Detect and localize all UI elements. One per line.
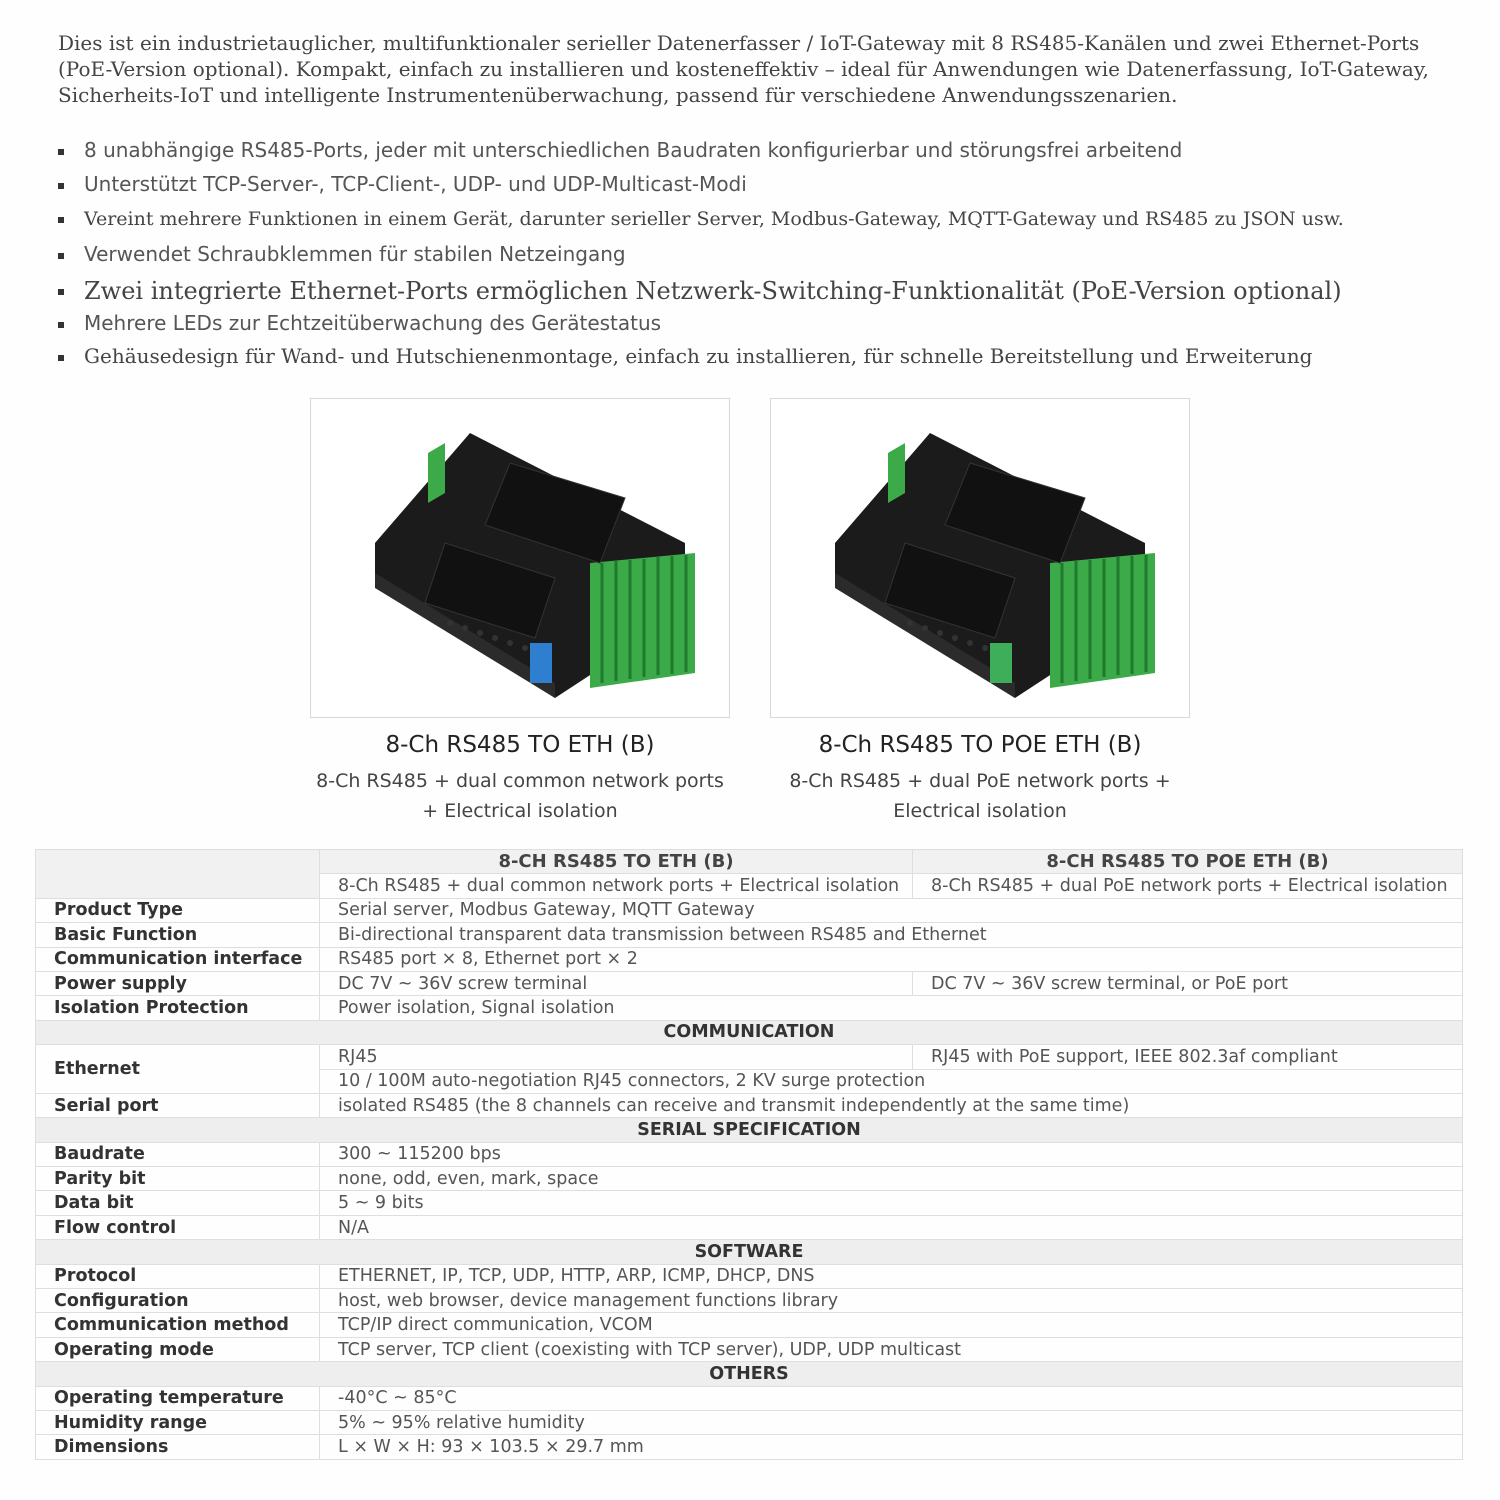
column-subheader: 8-Ch RS485 + dual PoE network ports + Electrical isolation bbox=[913, 874, 1463, 898]
section-row bbox=[36, 1118, 1463, 1142]
row-label: Data bit bbox=[36, 1191, 320, 1215]
row-label: Power supply bbox=[36, 971, 320, 995]
feature-text: Vereint mehrere Funktionen in einem Gerät, darunter serieller Server, Modbus-Gateway, MQTT-Gateway und RS485 zu JSON usw. bbox=[84, 208, 1344, 230]
table-row bbox=[36, 898, 1463, 922]
section-row bbox=[36, 1362, 1463, 1386]
feature-item bbox=[58, 344, 1488, 368]
product-title: 8-Ch RS485 TO ETH (B) bbox=[385, 732, 655, 758]
feature-text: Gehäusedesign für Wand- und Hutschienenmontage, einfach zu installieren, für schnelle Bereitstellung und Erweiterung bbox=[84, 344, 1313, 368]
section-title: SERIAL SPECIFICATION bbox=[36, 1118, 1463, 1142]
table-row bbox=[36, 1264, 1463, 1288]
product-card-eth bbox=[310, 398, 730, 826]
row-label: Baudrate bbox=[36, 1142, 320, 1166]
column-subheader: 8-Ch RS485 + dual common network ports + Electrical isolation bbox=[320, 874, 913, 898]
bullet-icon bbox=[58, 183, 64, 189]
column-header: 8-CH RS485 TO ETH (B) bbox=[320, 850, 913, 874]
row-value: TCP/IP direct communication, VCOM bbox=[320, 1313, 1463, 1337]
device-image bbox=[340, 413, 700, 703]
table-row bbox=[36, 996, 1463, 1020]
product-subtitle: 8-Ch RS485 + dual PoE network ports + bbox=[789, 770, 1171, 792]
row-value: DC 7V ~ 36V screw terminal, or PoE port bbox=[913, 971, 1463, 995]
feature-item bbox=[58, 138, 1488, 162]
row-value: TCP server, TCP client (coexisting with TCP server), UDP, UDP multicast bbox=[320, 1337, 1463, 1361]
row-label: Flow control bbox=[36, 1215, 320, 1239]
feature-text: Zwei integrierte Ethernet-Ports ermöglichen Netzwerk-Switching-Funktionalität (PoE-Version optional) bbox=[84, 277, 1342, 305]
row-label: Product Type bbox=[36, 898, 320, 922]
section-title: OTHERS bbox=[36, 1362, 1463, 1386]
row-value: isolated RS485 (the 8 channels can receive and transmit independently at the same time) bbox=[320, 1093, 1463, 1117]
feature-text: 8 unabhängige RS485-Ports, jeder mit unterschiedlichen Baudraten konfigurierbar und störungsfrei arbeitend bbox=[84, 138, 1183, 162]
row-label: Humidity range bbox=[36, 1410, 320, 1434]
product-image-frame bbox=[310, 398, 730, 718]
table-row bbox=[36, 1313, 1463, 1337]
row-value: DC 7V ~ 36V screw terminal bbox=[320, 971, 913, 995]
table-row bbox=[36, 971, 1463, 995]
feature-text: Mehrere LEDs zur Echtzeitüberwachung des Gerätestatus bbox=[84, 311, 662, 335]
row-value: 10 / 100M auto-negotiation RJ45 connectors, 2 KV surge protection bbox=[320, 1069, 1463, 1093]
table-row bbox=[36, 1215, 1463, 1239]
row-value: RJ45 bbox=[320, 1045, 913, 1069]
row-label: Operating mode bbox=[36, 1337, 320, 1361]
table-row bbox=[36, 1191, 1463, 1215]
bullet-icon bbox=[58, 289, 64, 295]
row-label: Ethernet bbox=[36, 1045, 320, 1094]
spec-table bbox=[35, 849, 1463, 1460]
bullet-icon bbox=[58, 253, 64, 259]
bullet-icon bbox=[58, 322, 64, 328]
product-subtitle: + Electrical isolation bbox=[422, 800, 618, 822]
row-value: RJ45 with PoE support, IEEE 802.3af compliant bbox=[913, 1045, 1463, 1069]
row-label: Communication method bbox=[36, 1313, 320, 1337]
row-label: Operating temperature bbox=[36, 1386, 320, 1410]
table-row bbox=[36, 1045, 1463, 1069]
feature-item bbox=[58, 311, 1488, 335]
row-label: Configuration bbox=[36, 1289, 320, 1313]
feature-item bbox=[58, 172, 1488, 196]
table-row bbox=[36, 923, 1463, 947]
product-subtitle: Electrical isolation bbox=[893, 800, 1067, 822]
section-row bbox=[36, 1020, 1463, 1044]
feature-item bbox=[58, 206, 1488, 230]
row-value: 5 ~ 9 bits bbox=[320, 1191, 1463, 1215]
row-value: host, web browser, device management functions library bbox=[320, 1289, 1463, 1313]
table-row bbox=[36, 1142, 1463, 1166]
row-label: Isolation Protection bbox=[36, 996, 320, 1020]
feature-item bbox=[58, 242, 1488, 266]
feature-text: Verwendet Schraubklemmen für stabilen Netzeingang bbox=[84, 242, 626, 266]
table-header-row bbox=[36, 850, 1463, 874]
table-row bbox=[36, 1435, 1463, 1459]
device-image bbox=[800, 413, 1160, 703]
row-value: Bi-directional transparent data transmission between RS485 and Ethernet bbox=[320, 923, 1463, 947]
row-value: Serial server, Modbus Gateway, MQTT Gateway bbox=[320, 898, 1463, 922]
row-label: Serial port bbox=[36, 1093, 320, 1117]
product-subtitle: 8-Ch RS485 + dual common network ports bbox=[316, 770, 724, 792]
intro-paragraph: Dies ist ein industrietauglicher, multifunktionaler serieller Datenerfasser / IoT-Gateway mit 8 RS485-Kanälen und zwei Ethernet-Ports (PoE-Version optional). Kompakt, einfach zu installieren und kosteneffektiv – ideal für Anwendungen wie Datenerfassung, IoT-Gateway, Sicherheits-IoT und intelligente Instrumentenüberwachung, passend für verschiedene Anwendungsszenarien. bbox=[58, 31, 1429, 107]
table-row bbox=[36, 947, 1463, 971]
row-label: Parity bit bbox=[36, 1167, 320, 1191]
table-row bbox=[36, 1410, 1463, 1434]
row-value: RS485 port × 8, Ethernet port × 2 bbox=[320, 947, 1463, 971]
row-value: N/A bbox=[320, 1215, 1463, 1239]
row-label: Protocol bbox=[36, 1264, 320, 1288]
bullet-icon bbox=[58, 355, 64, 361]
section-title: SOFTWARE bbox=[36, 1240, 1463, 1264]
row-value: none, odd, even, mark, space bbox=[320, 1167, 1463, 1191]
table-row bbox=[36, 1386, 1463, 1410]
table-row bbox=[36, 1167, 1463, 1191]
row-value: ETHERNET, IP, TCP, UDP, HTTP, ARP, ICMP, DHCP, DNS bbox=[320, 1264, 1463, 1288]
row-value: 300 ~ 115200 bps bbox=[320, 1142, 1463, 1166]
row-label: Communication interface bbox=[36, 947, 320, 971]
row-value: -40°C ~ 85°C bbox=[320, 1386, 1463, 1410]
column-header: 8-CH RS485 TO POE ETH (B) bbox=[913, 850, 1463, 874]
product-title: 8-Ch RS485 TO POE ETH (B) bbox=[818, 732, 1142, 758]
row-value: L × W × H: 93 × 103.5 × 29.7 mm bbox=[320, 1435, 1463, 1459]
product-card-poe bbox=[770, 398, 1190, 826]
section-title: COMMUNICATION bbox=[36, 1020, 1463, 1044]
row-label: Dimensions bbox=[36, 1435, 320, 1459]
bullet-icon bbox=[58, 217, 64, 223]
row-value: 5% ~ 95% relative humidity bbox=[320, 1410, 1463, 1434]
table-row bbox=[36, 1337, 1463, 1361]
bullet-icon bbox=[58, 149, 64, 155]
row-value: Power isolation, Signal isolation bbox=[320, 996, 1463, 1020]
feature-text: Unterstützt TCP-Server-, TCP-Client-, UDP- und UDP-Multicast-Modi bbox=[84, 172, 747, 196]
row-label: Basic Function bbox=[36, 923, 320, 947]
table-row bbox=[36, 1289, 1463, 1313]
section-row bbox=[36, 1240, 1463, 1264]
table-row bbox=[36, 1093, 1463, 1117]
table-corner-cell bbox=[36, 850, 320, 899]
feature-item bbox=[58, 276, 1488, 306]
product-image-frame bbox=[770, 398, 1190, 718]
